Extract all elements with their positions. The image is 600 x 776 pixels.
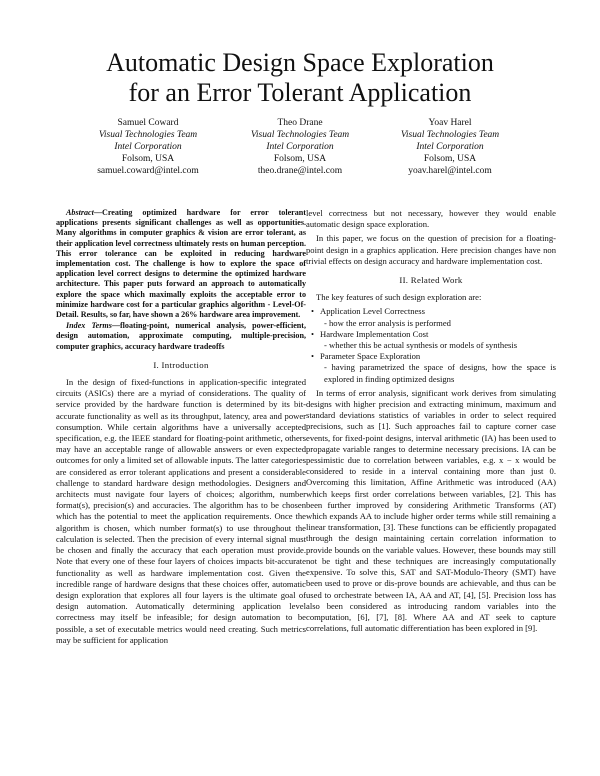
author-team: Visual Technologies Team: [98, 130, 198, 140]
section-heading-related-work: II. Related Work: [399, 275, 463, 286]
paragraph-continued: level correctness but not necessary, however they would enable automatic design space exploration.: [306, 208, 556, 230]
author-name: Theo Drane: [277, 118, 323, 128]
author-block-2: [220, 117, 380, 177]
list-item-head: Hardware Implementation Cost: [320, 328, 429, 339]
list-item-sub: - having parametrized the space of designs, how the space is explored in finding optimized designs: [324, 362, 556, 384]
index-terms-text: —floating-point, numerical analysis, power-efficient, design automation, approximate computing, multiple-precision, computer graphics, accuracy hardware tradeoffs: [56, 321, 307, 351]
section-heading-introduction: I. Introduction: [153, 359, 209, 370]
author-org: Intel Corporation: [266, 142, 334, 152]
author-block-1: [68, 117, 228, 177]
abstract-label: Abstract: [66, 208, 94, 217]
list-item-head: Parameter Space Exploration: [320, 351, 421, 362]
list-item-sub: - how the error analysis is performed: [324, 317, 451, 328]
intro-paragraph: In the design of fixed-functions in application-specific integrated circuits (ASICs) there are a myriad of considerations. The quality of service provided by the hardware function is determined by its bit-accurate functionality as well as its throughput, latency, area and power consumption. While certain algorithms have a universally accepted specification, e.g. the IEEE standard for floating-point arithmetic, others may have an acceptable range of allowable answers or even expected outcomes for only a limited set of allowable inputs. The latter categories are considered as error tolerant applications and present a considerable challenge to standard hardware design methodologies. Designers and architects must navigate four layers of choices; algorithm, number format(s), precision(s) and accuracies. The algorithm has to be chosen which has the potential to meet the application requirements. Once the algorithm is chosen, which number format(s) to use throughout the calculation is selected. Then the precision of every internal signal must be chosen and finally the accuracy that each operation must provide. Note that every one of these four layers of choices impacts bit-accurate functionality as well as hardware implementation cost. Given the incredible range of hardware designs that these choices offer, automatic design exploration that explores all four layers is the ultimate goal of design automation. Automatically determining application level correctness may itself be infeasible; for design automation to be possible, a set of executable metrics would need creating. Such metrics may be sufficient for application: [56, 377, 306, 645]
abstract-text: —Creating optimized hardware for error tolerant applications presents significant challenges as well as opportunities. Many algorithms in computer graphics & vision are error tolerant, as their application level correctness ultimately rests on human perception. This error tolerance can be exploited in reducing hardware implementation cost. The challenge is how to explore the space of application level correct designs to determine the optimized hardware architecture. This paper puts forward an approach to automatically explore the space which maximally exploits the acceptable error to minimize hardware cost for a particular graphics algorithm - Level-Of-Detail. Results, so far, have shown a 26% hardware area improvement.: [56, 208, 306, 320]
author-name: Yoav Harel: [428, 118, 472, 128]
feature-list: [306, 306, 556, 384]
author-org: Intel Corporation: [416, 142, 484, 152]
author-email: theo.drane@intel.com: [257, 166, 343, 176]
index-terms: [56, 321, 306, 352]
right-column: [306, 208, 556, 634]
abstract: [56, 208, 306, 320]
list-item-head: Application Level Correctness: [320, 306, 426, 317]
author-email: yoav.harel@intel.com: [408, 166, 492, 176]
author-location: Folsom, USA: [121, 154, 175, 164]
author-block-3: [370, 117, 530, 177]
list-item: [320, 351, 556, 385]
author-team: Visual Technologies Team: [400, 130, 500, 140]
left-column: [56, 208, 306, 646]
list-item: [320, 306, 556, 328]
author-location: Folsom, USA: [273, 154, 327, 164]
author-location: Folsom, USA: [423, 154, 477, 164]
paper-title: [40, 48, 560, 108]
list-item-sub: - whether this be actual synthesis or models of synthesis: [324, 340, 518, 351]
index-terms-label: Index Terms: [66, 321, 112, 331]
author-team: Visual Technologies Team: [250, 130, 350, 140]
author-org: Intel Corporation: [114, 142, 182, 152]
title-line-1: Automatic Design Space Exploration: [106, 48, 494, 77]
author-email: samuel.coward@intel.com: [97, 166, 199, 176]
paragraph-precision: In this paper, we focus on the question of precision for a floating-point design in a graphics application. Here precision changes have non trivial effects on design accuracy and hardware implementation cost.: [306, 233, 556, 266]
related-work-paragraph: In terms of error analysis, significant work derives from simulating designs with higher precision and extracting minimum, maximum and standard deviations statistics of variables in order to select required precisions, such as [1]. Such approaches fail to capture corner case events, for fixed-point designs, interval arithmetic (IA) has been used to propagate variable ranges to determine necessary precisions. IA can be pessimistic due to correlation between variables, e.g. x − x would be considered to reside in a interval containing more than just 0. Overcoming this limitation, Affine Arithmetic was introduced (AA) which keeps first order correlations between variables, [2]. This has been further improved by considering Arithmetic Transforms (AT) which expands AA to include higher order terms while still remaining a linear transformation, [3]. These functions can be efficiently propagated through the design maintaining certain correlation information to provide bounds on the variable values. However, these bounds may still not be tight and these techniques are increasingly computationally expensive. To solve this, SAT and SAT-Modulo-Theory (SMT) have been used to prove or dis-prove bounds are achievable, and thus can be used to orchestrate between IA, AA and AT, [4], [5]. Precision loss has also been considered as introducing random variables into the computation, [6], [7], [8]. Where AA and AT seek to capture correlations, full automatic differentiation has been explored in [9].: [306, 387, 556, 634]
list-item: [320, 329, 556, 351]
author-name: Samuel Coward: [117, 118, 179, 128]
title-line-2: for an Error Tolerant Application: [128, 78, 472, 107]
related-work-intro: The key features of such design exploration are:: [316, 292, 482, 303]
